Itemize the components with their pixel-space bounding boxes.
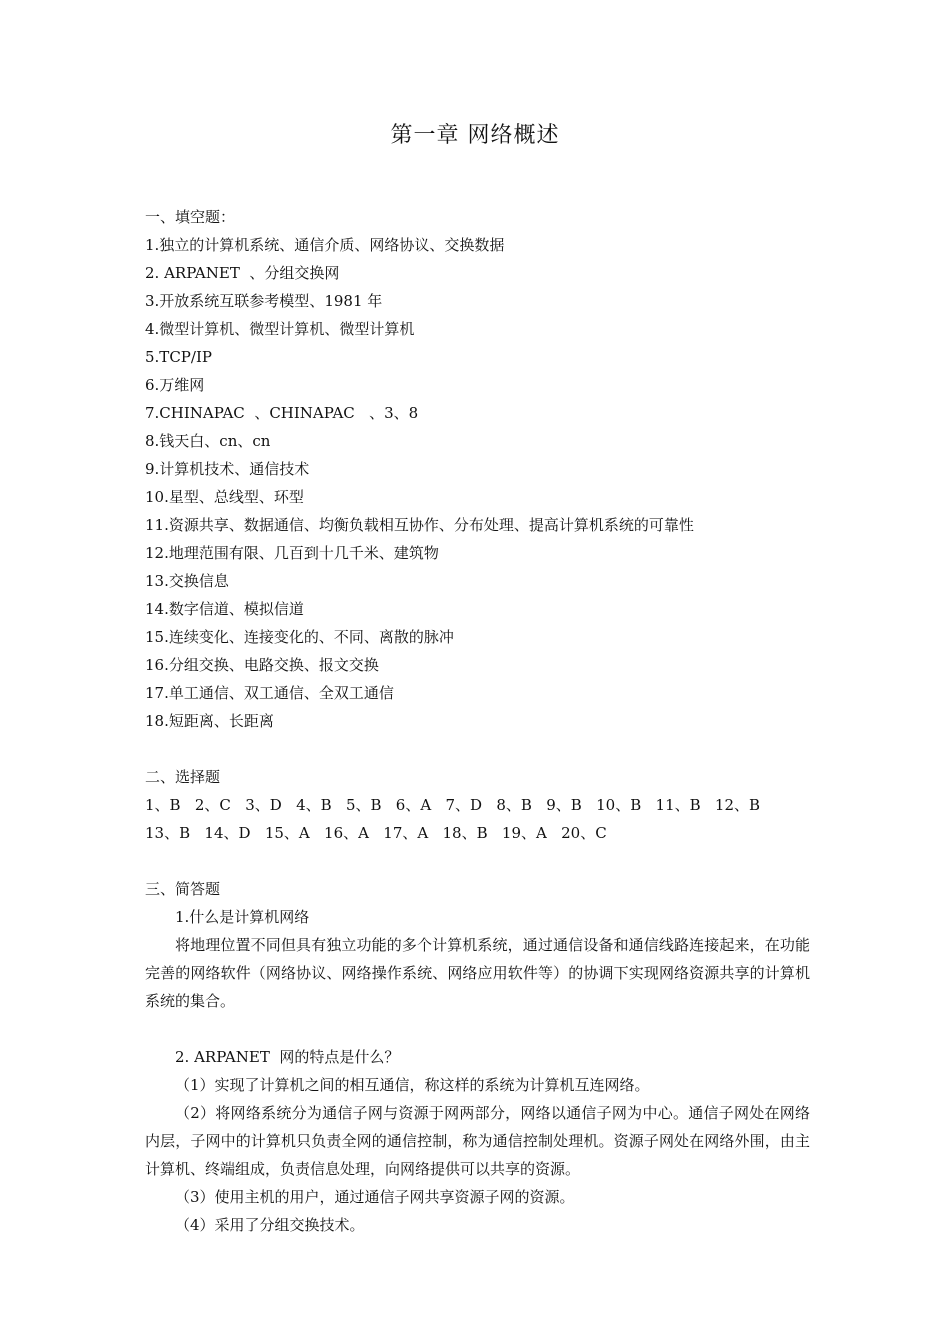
spacer bbox=[145, 1015, 810, 1043]
fill-in-answer: 14.数字信道、模拟信道 bbox=[145, 600, 304, 618]
answer-1: 将地理位置不同但具有独立功能的多个计算机系统，通过通信设备和通信线路连接起来，在功能完善的网络软件（网络协议、网络操作系统、网络应用软件等）的协调下实现网络资源共享的计算机系统的集合。 bbox=[145, 936, 810, 1010]
fill-in-answer: 1.独立的计算机系统、通信介质、网络协议、交换数据 bbox=[145, 236, 505, 254]
fill-in-answer: 9.计算机技术、通信技术 bbox=[145, 460, 310, 478]
fill-in-answer: 18.短距离、长距离 bbox=[145, 712, 274, 730]
spacer bbox=[145, 847, 810, 875]
fill-in-answer: 13.交换信息 bbox=[145, 572, 229, 590]
fill-in-answer: 12.地理范围有限、几百到十几千米、建筑物 bbox=[145, 544, 439, 562]
document-body bbox=[145, 203, 810, 1239]
choice-heading: 二、选择题 bbox=[145, 768, 221, 786]
question-1: 1.什么是计算机网络 bbox=[175, 908, 310, 926]
fill-in-answer: 10.星型、总线型、环型 bbox=[145, 488, 304, 506]
fill-in-answer: 17.单工通信、双工通信、全双工通信 bbox=[145, 684, 394, 702]
fill-in-answer: 8.钱天白、cn、cn bbox=[145, 432, 271, 450]
answer-2-point: （2）将网络系统分为通信子网与资源于网两部分，网络以通信子网为中心。通信子网处在网络内层，子网中的计算机只负责全网的通信控制，称为通信控制处理机。资源子网处在网络外围，由主计算机、终端组成，负责信息处理，向网络提供可以共享的资源。 bbox=[145, 1104, 810, 1178]
fill-in-answer: 16.分组交换、电路交换、报文交换 bbox=[145, 656, 379, 674]
question-2: 2. ARPANET 网的特点是什么？ bbox=[175, 1048, 400, 1066]
fill-in-answer: 4.微型计算机、微型计算机、微型计算机 bbox=[145, 320, 415, 338]
fill-in-answer: 3.开放系统互联参考模型、1981 年 bbox=[145, 292, 383, 310]
answer-2-point: （3）使用主机的用户，通过通信子网共享资源子网的资源。 bbox=[175, 1188, 575, 1206]
fill-in-answer: 2. ARPANET 、分组交换网 bbox=[145, 264, 340, 282]
fill-in-answer: 5.TCP/IP bbox=[145, 348, 212, 366]
fill-in-answer: 15.连续变化、连接变化的、不同、离散的脉冲 bbox=[145, 628, 454, 646]
choice-answers-row: 1、B 2、C 3、D 4、B 5、B 6、A 7、D 8、B 9、B 10、B 11、B 12、B bbox=[145, 796, 761, 814]
answer-2-point: （4）采用了分组交换技术。 bbox=[175, 1216, 365, 1234]
fill-in-heading: 一、填空题： bbox=[145, 208, 236, 226]
spacer bbox=[145, 735, 810, 763]
chapter-title: 第一章 网络概述 bbox=[390, 123, 560, 148]
fill-in-answer: 7.CHINAPAC 、CHINAPAC 、3、8 bbox=[145, 404, 419, 422]
short-answer-heading: 三、简答题 bbox=[145, 880, 221, 898]
choice-answers-row: 13、B 14、D 15、A 16、A 17、A 18、B 19、A 20、C bbox=[145, 824, 607, 842]
fill-in-answer: 11.资源共享、数据通信、均衡负载相互协作、分布处理、提高计算机系统的可靠性 bbox=[145, 516, 694, 534]
fill-in-answer: 6.万维网 bbox=[145, 376, 205, 394]
answer-2-point: （1）实现了计算机之间的相互通信，称这样的系统为计算机互连网络。 bbox=[175, 1076, 650, 1094]
